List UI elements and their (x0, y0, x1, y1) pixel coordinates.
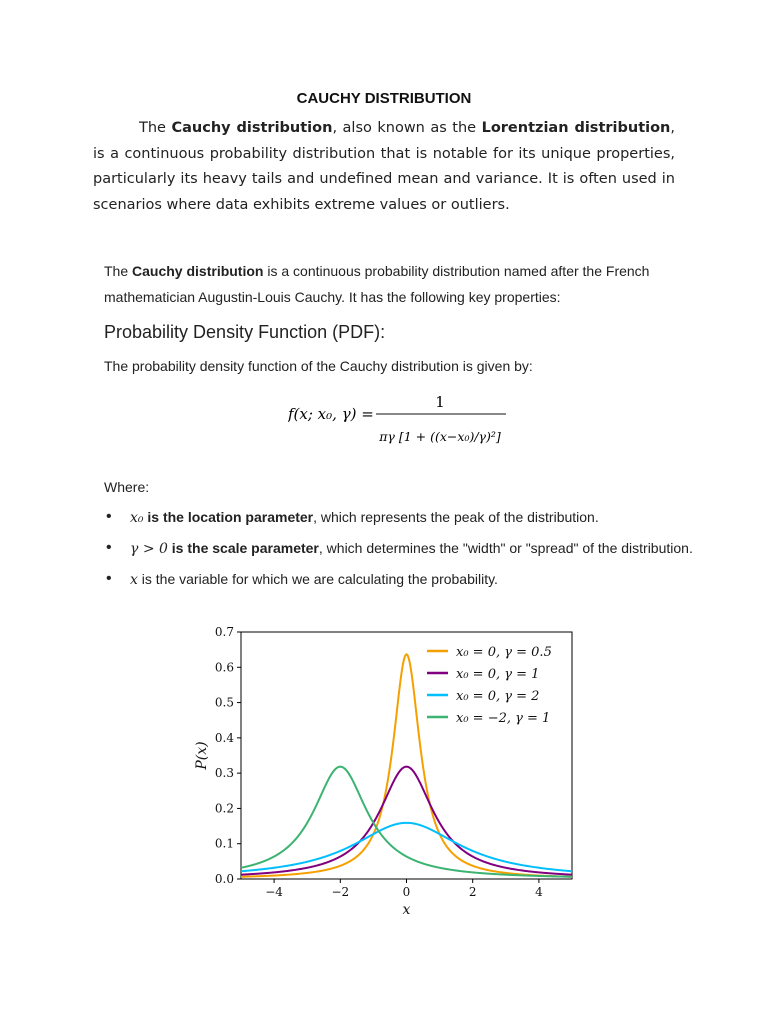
legend-label-1: x₀ = 0, γ = 0.5 (456, 645, 552, 660)
series-line-2 (241, 767, 572, 875)
y-tick-label: 0.1 (214, 836, 234, 851)
intro-bold-cauchy: Cauchy distribution (171, 120, 333, 136)
series-line-3 (241, 823, 572, 871)
series-line-4 (241, 767, 572, 877)
desc-text-2: is a continuous probability distribution named after the French mathematician Augustin-Louis Cauchy. It has the following key properties: (104, 263, 650, 305)
list-item (104, 571, 693, 602)
where-label: Where: (104, 479, 150, 495)
bullet-symbol: x (130, 572, 138, 588)
intro-text-1: The (139, 120, 172, 136)
formula-lhs: f(x; x₀, γ) = (288, 405, 374, 423)
intro-bold-lorentzian: Lorentzian distribution (481, 120, 671, 136)
description-paragraph (104, 258, 664, 310)
intro-paragraph (93, 116, 675, 218)
page-title: CAUCHY DISTRIBUTION (296, 90, 472, 107)
legend-label-2: x₀ = 0, γ = 1 (456, 667, 540, 682)
y-axis-label: P(x) (194, 741, 210, 770)
bullet-symbol: γ > 0 (130, 541, 168, 557)
y-tick-label: 0.0 (214, 872, 234, 886)
y-tick-label: 0.2 (214, 801, 234, 816)
bullet-text: , which determines the "width" or "spread" of the distribution. (318, 540, 693, 556)
bullet-symbol: x₀ (130, 510, 144, 526)
bullet-bold: is the scale parameter (171, 540, 319, 556)
intro-text-2: , also known as the (332, 120, 482, 136)
bullet-text: , which represents the peak of the distribution. (313, 509, 599, 525)
y-tick-label: 0.6 (214, 660, 234, 675)
bullet-bold: is the location parameter (147, 509, 314, 525)
legend-label-3: x₀ = 0, γ = 2 (456, 689, 540, 704)
parameter-list (104, 509, 693, 602)
formula-numerator: 1 (435, 393, 445, 411)
intro-text-3: , is a continuous probability distribution that is notable for its unique properties, particularly its heavy tails and undefined mean and variance. It is often used in scenarios where data exhibits extreme values or outliers. (93, 120, 675, 213)
pdf-heading: Probability Density Function (PDF): (104, 322, 386, 342)
x-tick-label: 2 (468, 885, 477, 899)
formula-denominator: πγ [1 + ((x−x₀)/γ)²] (379, 429, 501, 444)
x-tick-label: −2 (331, 885, 350, 899)
desc-text-1: The (104, 263, 133, 279)
legend-label-4: x₀ = −2, γ = 1 (456, 711, 551, 726)
y-tick-label: 0.5 (214, 695, 234, 710)
y-tick-label: 0.4 (214, 730, 234, 745)
x-axis-label: x (402, 902, 411, 918)
y-tick-label: 0.3 (214, 766, 234, 781)
list-item (104, 540, 693, 571)
bullet-text: is the variable for which we are calculating the probability. (141, 571, 498, 587)
desc-bold: Cauchy distribution (132, 263, 264, 279)
y-tick-label: 0.7 (214, 625, 234, 639)
x-tick-label: 4 (535, 885, 543, 899)
pdf-formula (288, 388, 528, 468)
cauchy-pdf-chart (190, 618, 590, 923)
x-tick-label: 0 (402, 885, 411, 899)
pdf-intro-text: The probability density function of the Cauchy distribution is given by: (104, 358, 533, 374)
list-item (104, 509, 693, 540)
x-tick-label: −4 (265, 885, 283, 899)
